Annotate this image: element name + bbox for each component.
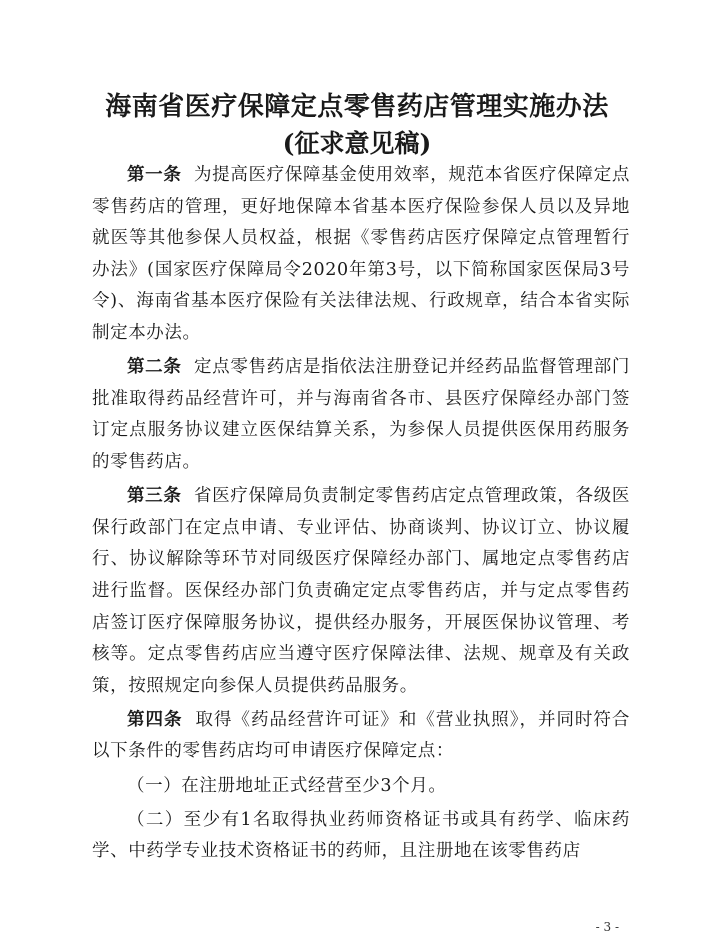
- article-paragraph-1: [92, 160, 630, 350]
- article-text: 定点零售药店是指依法注册登记并经药品监督管理部门批准取得药品经营许可，并与海南省各市、县医疗保障经办部门签订定点服务协议建立医保结算关系，为参保人员提供医保用药服务的零售药店。: [92, 357, 630, 472]
- clause-text: （一）在注册地址正式经营至少3个月。: [127, 775, 447, 796]
- document-body: [92, 160, 630, 871]
- article-heading: 第三条: [127, 486, 182, 507]
- article-text: 取得《药品经营许可证》和《营业执照》，并同时符合以下条件的零售药店均可申请医疗保障定点：: [92, 709, 630, 762]
- clause-text: （二）至少有1名取得执业药师资格证书或具有药学、临床药学、中药学专业技术资格证书的药师，且注册地在该零售药店: [92, 809, 630, 862]
- clause-paragraph-2: [92, 805, 630, 868]
- article-heading: 第四条: [127, 709, 183, 730]
- article-paragraph-3: [92, 481, 630, 702]
- article-paragraph-4: [92, 705, 630, 768]
- page-number: - 3 -: [595, 920, 619, 934]
- article-heading: 第一条: [127, 165, 182, 185]
- article-heading: 第二条: [127, 357, 182, 378]
- article-text: 为提高医疗保障基金使用效率，规范本省医疗保障定点零售药店的管理，更好地保障本省基本医疗保险参保人员以及异地就医等其他参保人员权益，根据《零售药店医疗保障定点管理暂行办法》(国家医疗保障局令2020年第3号，以下简称国家医保局3号令)、海南省基本医疗保险有关法律法规、行政规章，结合本省实际制定本办法。: [92, 165, 630, 343]
- document-subtitle: (征求意见稿): [282, 129, 432, 158]
- clause-paragraph-1: [92, 771, 630, 803]
- article-paragraph-2: [92, 352, 630, 478]
- document-title: 海南省医疗保障定点零售药店管理实施办法: [105, 92, 609, 122]
- article-text: 省医疗保障局负责制定零售药店定点管理政策，各级医保行政部门在定点申请、专业评估、协商谈判、协议订立、协议履行、协议解除等环节对同级医疗保障经办部门、属地定点零售药店进行监督。医保经办部门负责确定定点零售药店，并与定点零售药店签订医疗保障服务协议，提供经办服务，开展医保协议管理、考核等。定点零售药店应当遵守医疗保障法律、法规、规章及有关政策，按照规定向参保人员提供药品服务。: [92, 486, 630, 696]
